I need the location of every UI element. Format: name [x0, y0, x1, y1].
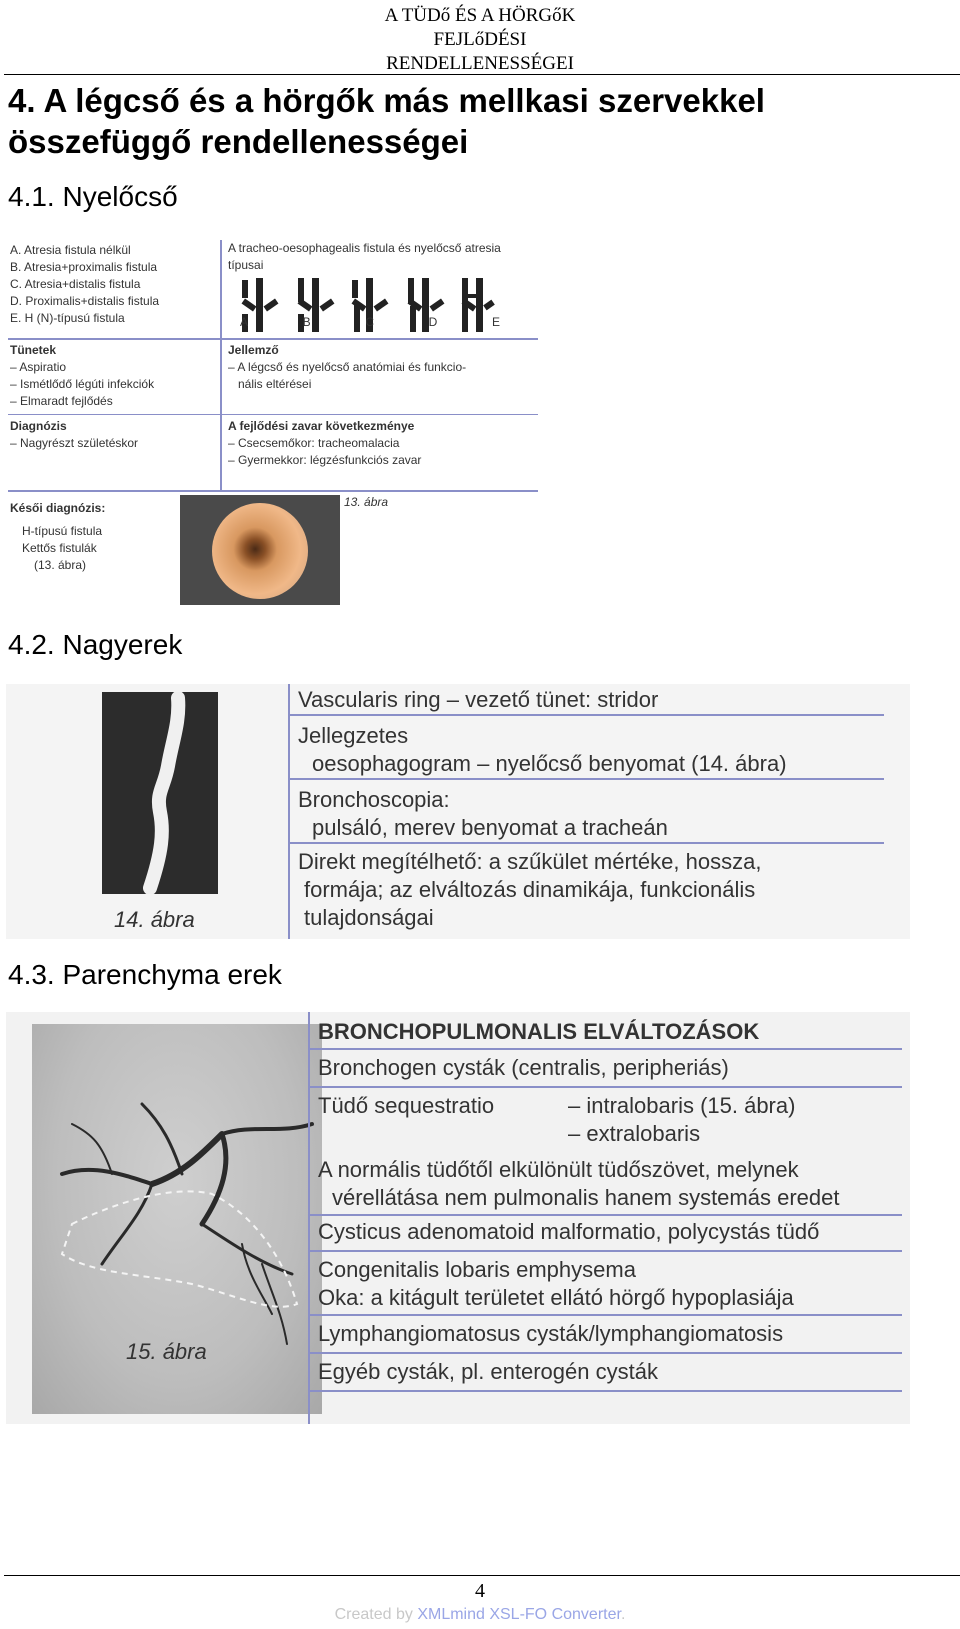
footer-rule	[4, 1575, 960, 1576]
fistula-type-list	[10, 242, 225, 327]
footer-credit: Created by XMLmind XSL-FO Converter.	[334, 1606, 626, 1623]
diagnosis-block: Diagnózis – Nagyrészt születéskor	[10, 419, 139, 450]
table-row: Lymphangiomatosus cysták/lymphangiomatosis	[318, 1321, 784, 1346]
diagram-letter: B	[302, 315, 311, 329]
diagram-letter: E	[491, 315, 500, 329]
figure-caption: 14. ábra	[114, 907, 195, 932]
direct-assessment-row: Direkt megítélhető: a szűkület mértéke, hossza, formája; az elváltozás dinamikája, funkcionális tulajdonságai	[298, 849, 762, 930]
oesophagogram-row: Jellegzetes oesophagogram – nyelőcső benyomat (14. ábra)	[298, 723, 787, 776]
symptoms-block: Tünetek – Aspiratio – Ismétlődő légúti infekciók – Elmaradt fejlődés	[10, 343, 155, 408]
rule	[308, 1048, 902, 1050]
divider	[288, 684, 290, 939]
rule	[308, 1086, 902, 1088]
diagram-title: A tracheo-oesophagealis fistula és nyelőcső atresia típusai	[228, 241, 501, 272]
credit-link[interactable]: XMLmind XSL-FO Converter	[417, 1606, 621, 1623]
list-item: C. Atresia+distalis fistula	[10, 277, 141, 291]
figure-15	[6, 1012, 910, 1424]
rule	[308, 1352, 902, 1354]
diagram-letter: D	[428, 315, 438, 329]
list-item: E. H (N)-típusú fistula	[10, 311, 125, 325]
rule	[8, 338, 538, 340]
divider	[220, 240, 222, 490]
sequestration-description: A normális tüdőtől elkülönült tüdőszövet, melynek vérellátása nem pulmonalis hanem systemás eredet	[318, 1157, 840, 1210]
rule	[288, 842, 884, 844]
running-head-line: RENDELLENESSÉGEI	[386, 53, 574, 74]
table-row: Cysticus adenomatoid malformatio, polycystás tüdő	[318, 1219, 820, 1244]
list-item: D. Proximalis+distalis fistula	[10, 294, 160, 308]
divider	[308, 1012, 310, 1424]
rule	[308, 1314, 902, 1316]
endoscopy-image	[180, 495, 340, 605]
figure-13	[8, 238, 538, 610]
rule	[288, 778, 884, 780]
section-title: 4.2. Nagyerek	[8, 629, 183, 660]
header-rule	[4, 74, 960, 75]
features-block: Jellemző – A légcső és nyelőcső anatómiai és funkcio- nális eltérései	[228, 343, 467, 391]
consequence-block: A fejlődési zavar következménye – Csecsemőkor: tracheomalacia – Gyermekkor: légzésfunkciós zavar	[228, 419, 422, 467]
section-title: 4.3. Parenchyma erek	[8, 959, 282, 990]
sequestration-types: – intralobaris (15. ábra) – extralobaris	[568, 1093, 796, 1146]
rule	[308, 1250, 902, 1252]
figure-14	[6, 684, 910, 939]
list-item: B. Atresia+proximalis fistula	[10, 260, 158, 274]
table-row: Bronchogen cysták (centralis, peripheriás)	[318, 1055, 729, 1080]
stridor-row: Vascularis ring – vezető tünet: stridor	[298, 687, 659, 712]
sequestration-label: Tüdő sequestratio	[318, 1093, 495, 1118]
running-head-line: A TÜDő ÉS A HÖRGőK	[384, 5, 576, 26]
rule	[8, 490, 538, 492]
diagram-letters	[240, 314, 500, 331]
running-head	[0, 4, 960, 76]
diagram-letter: A	[240, 315, 249, 329]
table-row: Egyéb cysták, pl. enterogén cysták	[318, 1359, 658, 1384]
table-heading: BRONCHOPULMONALIS ELVÁLTOZÁSOK	[318, 1019, 760, 1044]
rule	[8, 414, 538, 415]
chapter-title: 4. A légcső és a hörgők más mellkasi szervekkel összefüggő rendellenességei	[8, 82, 765, 160]
emphysema-row: Congenitalis lobaris emphysema Oka: a kitágult területet ellátó hörgő hypoplasiája	[318, 1257, 794, 1310]
rule	[288, 714, 884, 716]
figure-caption: 15. ábra	[126, 1339, 207, 1364]
bronchoscopy-row: Bronchoscopia: pulsáló, merev benyomat a tracheán	[298, 787, 668, 840]
rule	[308, 1390, 902, 1392]
running-head-line: FEJLőDÉSI	[433, 29, 527, 50]
section-title: 4.1. Nyelőcső	[8, 181, 178, 212]
figure-caption: 13. ábra	[344, 495, 389, 509]
late-diagnosis-block: Késői diagnózis: H-típusú fistula Kettős fistulák (13. ábra)	[10, 501, 106, 572]
diagram-letter: C	[365, 315, 374, 329]
list-item: A. Atresia fistula nélkül	[10, 243, 131, 257]
rule	[308, 1214, 902, 1216]
oesophagogram-image	[102, 692, 218, 894]
page-number: 4	[475, 1580, 485, 1602]
